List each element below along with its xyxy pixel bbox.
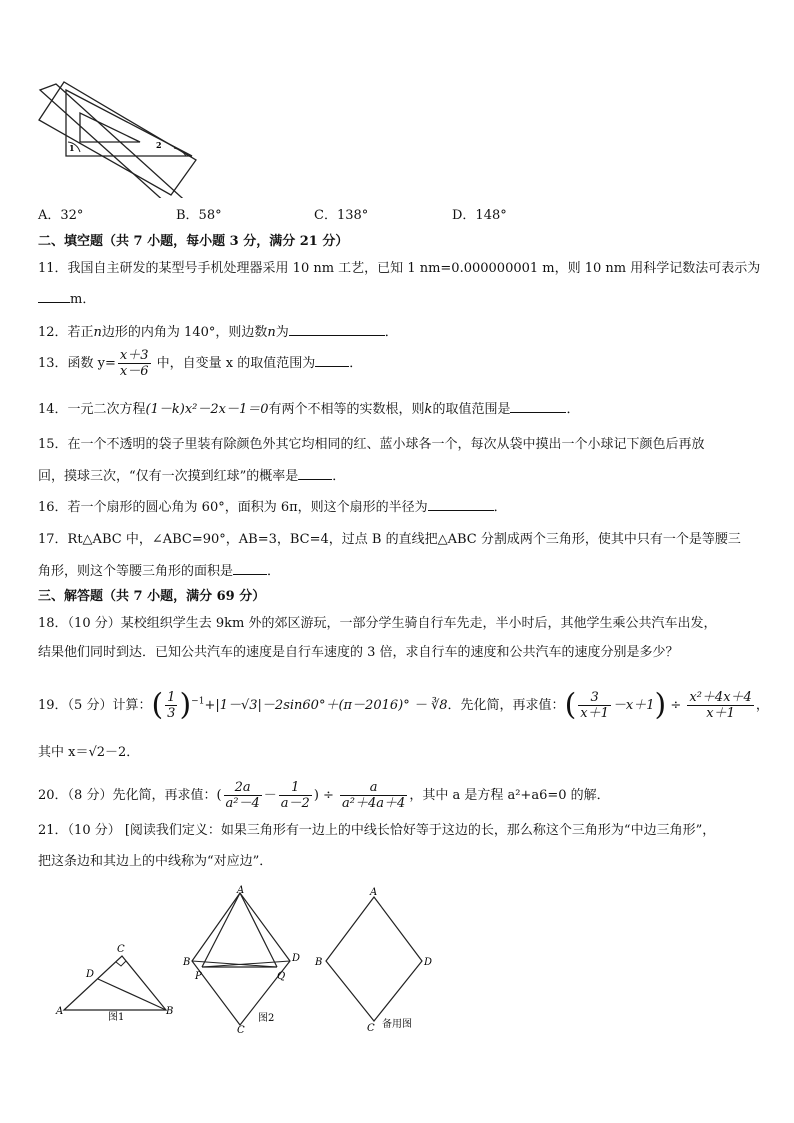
section-3-heading: 三、解答题（共 7 小题，满分 69 分） bbox=[38, 589, 266, 604]
answer-blank[interactable] bbox=[289, 323, 385, 336]
q11-line1: 11．我国自主研发的某型号手机处理器采用 10 nm 工艺，已知 1 nm=0.000000001 m，则 10 nm 用科学记数法可表示为 bbox=[38, 261, 761, 276]
q16: 16．若一个扇形的圆心角为 60°，面积为 6π，则这个扇形的半径为 ． bbox=[38, 500, 507, 515]
q12: 12．若正n边形的内角为 140°，则边数n为 ． bbox=[38, 325, 398, 340]
q10-options bbox=[38, 207, 590, 225]
q21-line1: 21．（10 分） [阅读我们定义：如果三角形有一边上的中线长恰好等于这边的长，那么称这个三角形为“中边三角形”， bbox=[38, 823, 716, 838]
figure-2 bbox=[180, 885, 310, 1035]
answer-blank[interactable] bbox=[233, 562, 267, 575]
fig3-label-b: B bbox=[315, 957, 323, 968]
answer-blank[interactable] bbox=[298, 467, 332, 480]
q11-line2 bbox=[38, 290, 95, 309]
answer-blank[interactable] bbox=[428, 498, 494, 511]
fig2-label-b: B bbox=[183, 957, 191, 968]
q14-equation: (1－k)x²－2x－1＝0 bbox=[145, 402, 269, 417]
q19-line2: 其中 x＝√2－2． bbox=[38, 745, 140, 760]
fig2-label-c: C bbox=[237, 1025, 245, 1035]
fig3-label-d: D bbox=[424, 957, 432, 968]
q18-line2: 结果他们同时到达．已知公共汽车的速度是自行车速度的 3 倍，求自行车的速度和公共汽车的速度分别是多少？ bbox=[38, 645, 679, 660]
answer-blank[interactable] bbox=[38, 290, 70, 303]
option-a: A．32° bbox=[38, 208, 84, 223]
q19-expression: +|1－√3|－2sin60°＋(π－2016)° － ∛8 bbox=[204, 698, 448, 713]
fig1-label-c: C bbox=[117, 944, 125, 955]
q17-line1: 17．Rt△ABC 中，∠ABC=90°，AB=3，BC=4，过点 B 的直线把△ABC 分割成两个三角形，使其中只有一个是等腰三 bbox=[38, 532, 741, 547]
q15-line1: 15．在一个不透明的袋子里装有除颜色外其它均相同的红、蓝小球各一个，每次从袋中摸出一个小球记下颜色后再放 bbox=[38, 437, 705, 452]
ruler-triangle-figure bbox=[36, 80, 206, 198]
q15-line2: 回，摸球三次，“仅有一次摸到红球”的概率是 ． bbox=[38, 469, 346, 484]
q13: 13．函数 y= $\frac{x+3}{x-6}$ 中，自变量 x 的取值范围为 ． bbox=[38, 348, 363, 379]
fig1-caption: 图1 bbox=[108, 1012, 125, 1023]
q17-line2: 角形，则这个等腰三角形的面积是 ． bbox=[38, 564, 281, 579]
fig2-label-q: Q bbox=[277, 971, 286, 982]
fig1-label-a: A bbox=[56, 1006, 64, 1017]
q14: 14．一元二次方程(1－k)x²－2x－1＝0有两个不相等的实数根，则k的取值范围是 ． bbox=[38, 402, 580, 417]
q13-fraction: $\frac{x+3}{x-6}$ bbox=[119, 348, 149, 379]
option-b: B．58° bbox=[176, 208, 222, 223]
fig3-label-a: A bbox=[370, 887, 378, 898]
fig1-label-b: B bbox=[166, 1006, 174, 1017]
q19: 19．（5 分）计算：( $\frac{1}{3}$ )$^{-1}$+|1－√3|－2sin60°＋(π－2016)° － ∛8．先化简，再求值：( $\frac{3}{x+1}$ －x＋1) ÷ $\frac{\text{x²＋4x＋4}}{x+1}$ ， bbox=[38, 687, 769, 723]
fig3-caption: 备用图 bbox=[382, 1019, 412, 1030]
fig2-label-a: A bbox=[237, 885, 245, 896]
angle-1-label: 1 bbox=[69, 143, 75, 153]
figure-1 bbox=[54, 940, 184, 1030]
q11-unit: m． bbox=[70, 292, 96, 307]
q18-line1: 18．（10 分）某校组织学生去 9km 外的郊区游玩，一部分学生骑自行车先走，半小时后，其他学生乘公共汽车出发， bbox=[38, 616, 717, 631]
option-d: D．148° bbox=[452, 208, 507, 223]
section-2-heading: 二、填空题（共 7 小题，每小题 3 分，满分 21 分） bbox=[38, 234, 349, 249]
fig3-label-c: C bbox=[367, 1023, 375, 1034]
option-c: C．138° bbox=[314, 208, 369, 223]
fig2-label-p: P bbox=[195, 971, 202, 982]
figure-spare bbox=[312, 885, 432, 1035]
fig2-label-d: D bbox=[292, 953, 301, 964]
answer-blank[interactable] bbox=[510, 400, 566, 413]
q20: 20．（8 分）先化简，再求值：( $\frac{2a}{\text{a²－4}}$ － $\frac{1}{a-2}$ ) ÷ $\frac{a}{\text{a²＋4a＋4}}$ ，其中 a 是方程 a²+a6=0 的解． bbox=[38, 780, 610, 811]
q21-line2: 把这条边和其边上的中线称为“对应边”． bbox=[38, 854, 273, 869]
one-third-fraction: $\frac{1}{3}$ bbox=[167, 690, 176, 721]
fig2-caption: 图2 bbox=[258, 1013, 275, 1024]
fig1-label-d: D bbox=[86, 969, 95, 980]
angle-2-label: 2 bbox=[156, 140, 162, 150]
answer-blank[interactable] bbox=[315, 354, 349, 367]
